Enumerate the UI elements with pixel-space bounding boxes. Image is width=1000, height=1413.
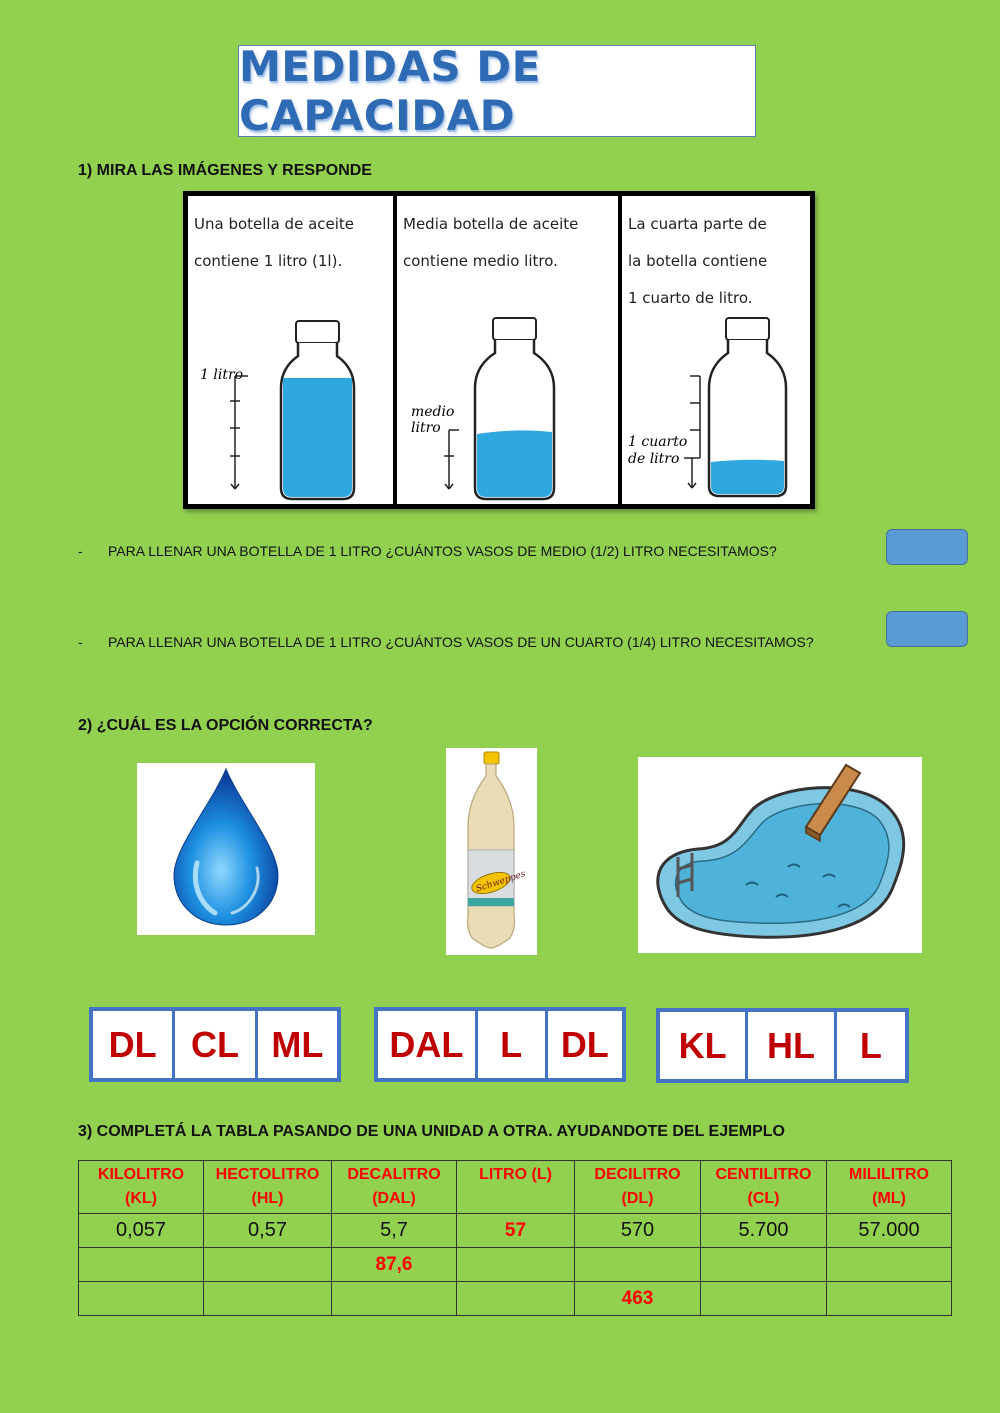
quarter-bottle-drawing bbox=[622, 196, 804, 504]
title-box bbox=[238, 42, 756, 140]
half-bottle-drawing bbox=[397, 196, 618, 504]
option-kl[interactable]: KL bbox=[660, 1012, 745, 1079]
input-cell[interactable] bbox=[204, 1248, 332, 1282]
input-cell[interactable] bbox=[332, 1282, 457, 1316]
option-cl[interactable]: CL bbox=[175, 1011, 254, 1078]
option-group-drop bbox=[89, 1007, 341, 1082]
table-row bbox=[79, 1282, 952, 1316]
input-cell[interactable] bbox=[79, 1248, 204, 1282]
panel-quarter-bottle bbox=[622, 196, 810, 504]
panel-half-bottle bbox=[397, 196, 618, 504]
input-cell[interactable] bbox=[701, 1248, 827, 1282]
input-cell[interactable] bbox=[457, 1282, 575, 1316]
table-header-row bbox=[79, 1161, 952, 1214]
given-cell: 57 bbox=[457, 1214, 575, 1248]
question-2-dash: - bbox=[78, 634, 83, 650]
option-dal[interactable]: DAL bbox=[378, 1011, 475, 1078]
option-group-bottle bbox=[374, 1007, 626, 1082]
mark-label-litro: litro bbox=[411, 420, 441, 436]
mark-label-de-litro: de litro bbox=[628, 451, 680, 467]
header-decalitro: DECALITRO (DAL) bbox=[332, 1161, 457, 1214]
panel-full-bottle bbox=[188, 196, 393, 504]
header-hectolitro: HECTOLITRO (HL) bbox=[204, 1161, 332, 1214]
section3-heading: 3) COMPLETÁ LA TABLA PASANDO DE UNA UNIDAD A OTRA. AYUDANDOTE DEL EJEMPLO bbox=[78, 1123, 785, 1140]
bottle-brand-label: Schweppes bbox=[474, 869, 527, 895]
panel-caption: Media botella de aceite contiene medio litro. bbox=[403, 215, 579, 270]
soda-bottle-image bbox=[446, 748, 537, 955]
section2-heading: 2) ¿CUÁL ES LA OPCIÓN CORRECTA? bbox=[78, 717, 373, 734]
mark-label-1-cuarto: 1 cuarto bbox=[628, 434, 688, 450]
header-mililitro: MILILITRO (ML) bbox=[827, 1161, 952, 1214]
question-1-text: PARA LLENAR UNA BOTELLA DE 1 LITRO ¿CUÁNTOS VASOS DE MEDIO (1/2) LITRO NECESITAMOS? bbox=[108, 543, 777, 559]
input-cell[interactable] bbox=[827, 1248, 952, 1282]
input-cell[interactable] bbox=[827, 1282, 952, 1316]
full-bottle-drawing bbox=[188, 196, 393, 504]
option-dl[interactable]: DL bbox=[548, 1011, 622, 1078]
option-l[interactable]: L bbox=[478, 1011, 545, 1078]
water-drop-image bbox=[137, 763, 315, 935]
conversion-table bbox=[78, 1160, 952, 1316]
input-cell[interactable] bbox=[701, 1282, 827, 1316]
input-cell[interactable] bbox=[457, 1248, 575, 1282]
cell: 57.000 bbox=[827, 1214, 952, 1248]
option-dl[interactable]: DL bbox=[93, 1011, 172, 1078]
option-ml[interactable]: ML bbox=[258, 1011, 337, 1078]
option-group-pool bbox=[656, 1008, 909, 1083]
answer-box-1[interactable] bbox=[886, 529, 968, 565]
option-l[interactable]: L bbox=[837, 1012, 905, 1079]
header-decilitro: DECILITRO (DL) bbox=[575, 1161, 701, 1214]
bottle-panel bbox=[183, 191, 815, 509]
given-cell: 87,6 bbox=[332, 1248, 457, 1282]
given-cell: 463 bbox=[575, 1282, 701, 1316]
input-cell[interactable] bbox=[79, 1282, 204, 1316]
panel-caption: Una botella de aceite contiene 1 litro (1l). bbox=[194, 215, 355, 270]
soda-bottle-icon bbox=[446, 748, 537, 955]
input-cell[interactable] bbox=[204, 1282, 332, 1316]
mark-label-1-litro: 1 litro bbox=[200, 367, 244, 383]
header-kilolitro: KILOLITRO (KL) bbox=[79, 1161, 204, 1214]
cell: 5.700 bbox=[701, 1214, 827, 1248]
cell: 570 bbox=[575, 1214, 701, 1248]
cell: 0,057 bbox=[79, 1214, 204, 1248]
cell: 5,7 bbox=[332, 1214, 457, 1248]
swimming-pool-icon bbox=[638, 757, 922, 953]
cell: 0,57 bbox=[204, 1214, 332, 1248]
option-hl[interactable]: HL bbox=[748, 1012, 833, 1079]
input-cell[interactable] bbox=[575, 1248, 701, 1282]
page-title: MEDIDAS DE CAPACIDAD bbox=[239, 42, 541, 140]
pool-image bbox=[638, 757, 922, 953]
panel-caption: La cuarta parte de la botella contiene 1 cuarto de litro. bbox=[628, 215, 768, 307]
answer-box-2[interactable] bbox=[886, 611, 968, 647]
water-drop-icon bbox=[137, 763, 315, 935]
header-centilitro: CENTILITRO (CL) bbox=[701, 1161, 827, 1214]
mark-label-medio: medio bbox=[411, 404, 455, 420]
question-2-text: PARA LLENAR UNA BOTELLA DE 1 LITRO ¿CUÁNTOS VASOS DE UN CUARTO (1/4) LITRO NECESITAMOS? bbox=[108, 634, 814, 650]
header-litro: LITRO (L) bbox=[457, 1161, 575, 1214]
section1-heading: 1) MIRA LAS IMÁGENES Y RESPONDE bbox=[78, 162, 372, 179]
table-row bbox=[79, 1214, 952, 1248]
question-1-dash: - bbox=[78, 543, 83, 559]
table-row bbox=[79, 1248, 952, 1282]
